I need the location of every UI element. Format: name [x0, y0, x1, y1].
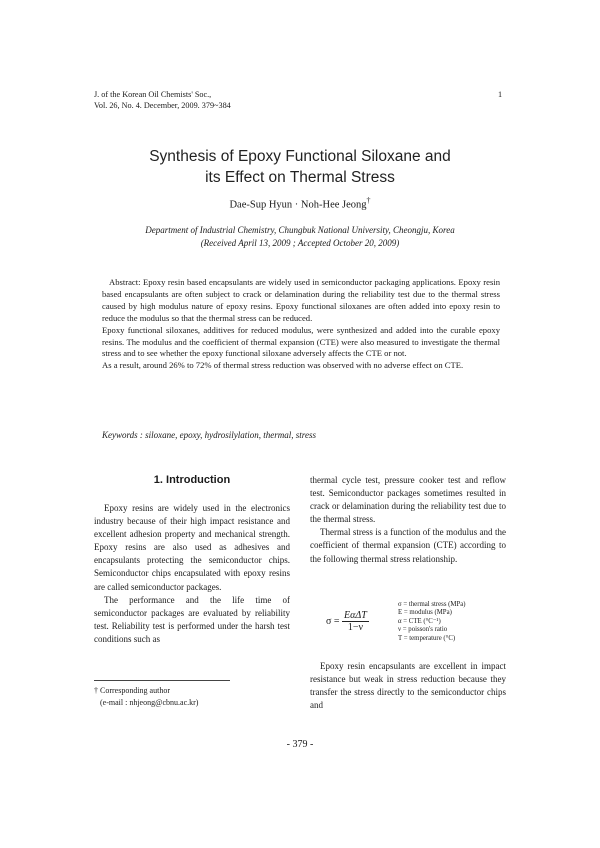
legend-item: α = CTE (°C⁻¹)	[398, 617, 441, 625]
equation-denominator: 1−ν	[347, 622, 364, 633]
journal-line-2: Vol. 26, No. 4. December, 2009. 379~384	[94, 100, 231, 110]
legend-item: E = modulus (MPa)	[398, 609, 452, 617]
journal-line-1: J. of the Korean Oil Chemists' Soc.,	[94, 90, 212, 99]
section-heading-introduction: 1. Introduction	[153, 474, 231, 486]
title-line-1: Synthesis of Epoxy Functional Siloxane and	[149, 148, 451, 165]
legend-item: T = temperature (°C)	[398, 634, 456, 642]
abstract-paragraph-1	[102, 277, 500, 325]
affiliation	[100, 224, 500, 250]
intro-right-paragraph-3: Epoxy resin encapsulants are excellent in impact resistance but weak in stress reduction because they transfer the stress directly to the semiconductor chips and	[310, 661, 506, 711]
equation-lhs: σ =	[326, 615, 340, 627]
abstract-label: Abstract:	[109, 277, 141, 287]
intro-right-paragraph-2: Thermal stress is a function of the modulus and the coefficient of thermal expansion (CTE) according to the following thermal stress relationship.	[310, 527, 506, 564]
intro-left-paragraph-2: The performance and the life time of semiconductor packages are evaluated by reliability test. Reliability test is performed under the harsh test conditions such as	[94, 594, 290, 644]
abstract	[102, 277, 500, 372]
page-number-top: 1	[498, 90, 503, 99]
received-dates: (Received April 13, 2009 ; Accepted October 20, 2009)	[200, 238, 400, 248]
legend-item: ν = poisson's ratio	[398, 626, 448, 634]
footnote	[94, 685, 198, 708]
page-number-bottom: - 379 -	[286, 739, 314, 750]
journal-citation	[94, 90, 231, 111]
intro-left-paragraph-1: Epoxy resins are widely used in the electronics industry because of their high impact resistance and excellent adhesion property and mechanical strength. Epoxy resins are also used as adhesives and encapsulants protecting the semiconductor chips. Semiconductor chips encapsulated with epoxy resins are called semiconductor packages.	[94, 503, 290, 592]
equation-legend	[398, 601, 466, 643]
corresponding-mark: †	[366, 196, 371, 205]
footnote-line-1: † Corresponding author	[94, 686, 170, 695]
left-column	[94, 502, 290, 646]
affiliation-line: Department of Industrial Chemistry, Chungbuk National University, Cheongju, Korea	[145, 225, 455, 235]
footnote-email: (e-mail : nhjeong@cbnu.ac.kr)	[100, 697, 199, 707]
intro-right-paragraph-1: thermal cycle test, pressure cooker test and reflow test. Semiconductor packages sometimes resulted in crack or delamination during the reliability test due to the thermal stress.	[310, 475, 506, 525]
paper-title	[100, 146, 500, 188]
authors	[100, 196, 500, 211]
abstract-paragraph-2: Epoxy functional siloxanes, additives for reduced modulus, were synthesized and added into the curable epoxy resins. The modulus and the coefficient of thermal expansion (CTE) were also measured to investigate the thermal stress and to see whether the epoxy functional siloxane adversely affects the CTE or not.	[102, 324, 500, 359]
abstract-paragraph-3: As a result, around 26% to 72% of thermal stress reduction was observed with no adverse effect on CTE.	[102, 360, 464, 371]
keywords: Keywords : siloxane, epoxy, hydrosilylation, thermal, stress	[102, 430, 316, 440]
right-column-top	[310, 474, 506, 566]
right-column-bottom	[310, 660, 506, 712]
author-names: Dae-Sup Hyun · Noh-Hee Jeong	[229, 199, 367, 211]
thermal-stress-equation	[326, 610, 369, 633]
equation-fraction	[342, 610, 369, 633]
legend-item: σ = thermal stress (MPa)	[398, 601, 466, 608]
equation-numerator: EαΔT	[344, 610, 367, 621]
abstract-text-1: Epoxy resin based encapsulants are widely used in semiconductor packaging applications. Epoxy resin based encapsulants are often subject to crack or delamination during the reliability test due to the thermal stress caused by high modulus nature of epoxy resins. Epoxy functional siloxanes are often added into epoxy resin to reduce the modulus so that the thermal stress can be reduced.	[102, 277, 500, 323]
title-line-2: its Effect on Thermal Stress	[205, 169, 395, 186]
footnote-divider	[94, 680, 230, 681]
